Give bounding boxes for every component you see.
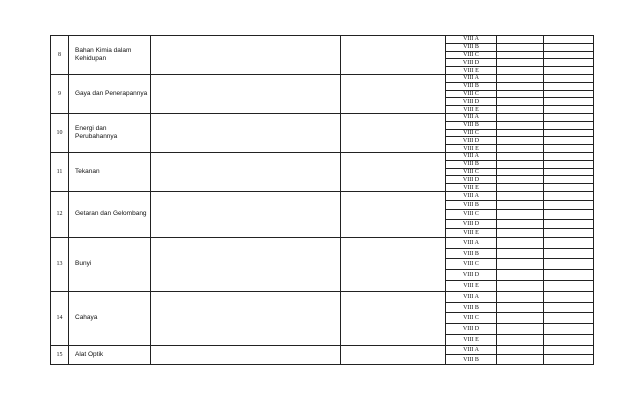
blank-cell xyxy=(544,74,594,82)
blank-cell xyxy=(497,355,544,365)
blank-cell xyxy=(544,176,594,184)
row-number: 10 xyxy=(51,113,69,152)
blank-cell xyxy=(497,345,544,355)
topic-cell: Bunyi xyxy=(69,237,151,291)
blank-cell xyxy=(544,324,594,335)
blank-cell xyxy=(544,259,594,270)
class-cell: VIII A xyxy=(446,237,497,248)
blank-cell xyxy=(497,176,544,184)
blank-cell xyxy=(497,74,544,82)
blank-cell xyxy=(544,90,594,98)
blank-cell xyxy=(544,129,594,137)
class-cell: VIII A xyxy=(446,191,497,200)
blank-cell xyxy=(544,345,594,355)
class-cell: VIII E xyxy=(446,145,497,153)
blank-cell xyxy=(497,145,544,153)
blank-cell xyxy=(341,36,446,75)
blank-cell xyxy=(497,335,544,346)
blank-cell xyxy=(497,160,544,168)
blank-cell xyxy=(544,121,594,129)
table-row xyxy=(51,237,594,248)
blank-cell xyxy=(544,168,594,176)
blank-cell xyxy=(497,152,544,160)
blank-cell xyxy=(497,302,544,313)
class-cell: VIII C xyxy=(446,168,497,176)
row-number: 8 xyxy=(51,36,69,75)
class-cell: VIII E xyxy=(446,106,497,114)
table-row xyxy=(51,345,594,355)
class-cell: VIII C xyxy=(446,51,497,59)
blank-cell xyxy=(497,67,544,75)
class-cell: VIII A xyxy=(446,345,497,355)
table-row xyxy=(51,291,594,302)
blank-cell xyxy=(544,313,594,324)
blank-cell xyxy=(497,201,544,210)
blank-cell xyxy=(151,291,341,345)
row-number: 9 xyxy=(51,74,69,113)
class-cell: VIII E xyxy=(446,67,497,75)
class-cell: VIII E xyxy=(446,184,497,192)
blank-cell xyxy=(497,106,544,114)
blank-cell xyxy=(497,259,544,270)
blank-cell xyxy=(151,74,341,113)
blank-cell xyxy=(544,51,594,59)
blank-cell xyxy=(497,168,544,176)
table-row xyxy=(51,113,594,121)
blank-cell xyxy=(497,281,544,292)
class-cell: VIII B xyxy=(446,248,497,259)
blank-cell xyxy=(497,129,544,137)
class-cell: VIII A xyxy=(446,291,497,302)
blank-cell xyxy=(497,291,544,302)
blank-cell xyxy=(544,281,594,292)
blank-cell xyxy=(544,191,594,200)
blank-cell xyxy=(497,43,544,51)
blank-cell xyxy=(544,228,594,237)
blank-cell xyxy=(341,152,446,191)
blank-cell xyxy=(151,345,341,364)
blank-cell xyxy=(341,291,446,345)
class-cell: VIII D xyxy=(446,98,497,106)
blank-cell xyxy=(544,184,594,192)
topic-cell: Alat Optik xyxy=(69,345,151,364)
table-row xyxy=(51,152,594,160)
class-cell: VIII B xyxy=(446,201,497,210)
class-cell: VIII D xyxy=(446,176,497,184)
blank-cell xyxy=(497,98,544,106)
blank-cell xyxy=(497,184,544,192)
blank-cell xyxy=(544,270,594,281)
row-number: 12 xyxy=(51,191,69,237)
blank-cell xyxy=(544,36,594,44)
class-cell: VIII D xyxy=(446,137,497,145)
blank-cell xyxy=(341,113,446,152)
blank-cell xyxy=(151,237,341,291)
blank-cell xyxy=(544,113,594,121)
blank-cell xyxy=(544,248,594,259)
topic-cell: Bahan Kimia dalam Kehidupan xyxy=(69,36,151,75)
blank-cell xyxy=(497,113,544,121)
class-cell: VIII A xyxy=(446,113,497,121)
class-cell: VIII C xyxy=(446,129,497,137)
topic-cell: Getaran dan Gelombang xyxy=(69,191,151,237)
blank-cell xyxy=(497,324,544,335)
class-cell: VIII B xyxy=(446,355,497,365)
row-number: 11 xyxy=(51,152,69,191)
class-cell: VIII D xyxy=(446,270,497,281)
blank-cell xyxy=(544,67,594,75)
topic-cell: Tekanan xyxy=(69,152,151,191)
blank-cell xyxy=(497,51,544,59)
class-cell: VIII D xyxy=(446,324,497,335)
class-cell: VIII A xyxy=(446,152,497,160)
table-row xyxy=(51,191,594,200)
blank-cell xyxy=(544,201,594,210)
class-cell: VIII D xyxy=(446,59,497,67)
class-cell: VIII C xyxy=(446,313,497,324)
blank-cell xyxy=(497,228,544,237)
schedule-table xyxy=(50,35,594,365)
topic-cell: Gaya dan Penerapannya xyxy=(69,74,151,113)
class-cell: VIII C xyxy=(446,210,497,219)
blank-cell xyxy=(544,82,594,90)
blank-cell xyxy=(497,59,544,67)
class-cell: VIII B xyxy=(446,43,497,51)
class-cell: VIII C xyxy=(446,90,497,98)
table-row xyxy=(51,36,594,44)
blank-cell xyxy=(544,219,594,228)
blank-cell xyxy=(497,210,544,219)
class-cell: VIII B xyxy=(446,302,497,313)
blank-cell xyxy=(544,355,594,365)
blank-cell xyxy=(544,59,594,67)
class-cell: VIII C xyxy=(446,259,497,270)
class-cell: VIII E xyxy=(446,228,497,237)
table-body xyxy=(51,36,594,365)
blank-cell xyxy=(544,106,594,114)
blank-cell xyxy=(497,82,544,90)
blank-cell xyxy=(544,210,594,219)
blank-cell xyxy=(497,36,544,44)
blank-cell xyxy=(341,237,446,291)
blank-cell xyxy=(497,137,544,145)
class-cell: VIII E xyxy=(446,281,497,292)
blank-cell xyxy=(497,90,544,98)
blank-cell xyxy=(544,335,594,346)
class-cell: VIII B xyxy=(446,160,497,168)
blank-cell xyxy=(544,160,594,168)
blank-cell xyxy=(151,152,341,191)
blank-cell xyxy=(544,291,594,302)
blank-cell xyxy=(497,191,544,200)
topic-cell: Cahaya xyxy=(69,291,151,345)
class-cell: VIII E xyxy=(446,335,497,346)
blank-cell xyxy=(544,302,594,313)
blank-cell xyxy=(341,191,446,237)
blank-cell xyxy=(544,98,594,106)
blank-cell xyxy=(497,313,544,324)
blank-cell xyxy=(544,237,594,248)
blank-cell xyxy=(341,74,446,113)
blank-cell xyxy=(544,43,594,51)
class-cell: VIII B xyxy=(446,82,497,90)
table-row xyxy=(51,74,594,82)
class-cell: VIII A xyxy=(446,74,497,82)
blank-cell xyxy=(497,270,544,281)
class-cell: VIII A xyxy=(446,36,497,44)
row-number: 13 xyxy=(51,237,69,291)
row-number: 15 xyxy=(51,345,69,364)
row-number: 14 xyxy=(51,291,69,345)
class-cell: VIII D xyxy=(446,219,497,228)
blank-cell xyxy=(341,345,446,364)
topic-cell: Energi dan Perubahannya xyxy=(69,113,151,152)
blank-cell xyxy=(497,121,544,129)
blank-cell xyxy=(151,36,341,75)
blank-cell xyxy=(151,191,341,237)
blank-cell xyxy=(544,137,594,145)
class-cell: VIII B xyxy=(446,121,497,129)
blank-cell xyxy=(544,152,594,160)
blank-cell xyxy=(151,113,341,152)
blank-cell xyxy=(497,219,544,228)
blank-cell xyxy=(497,248,544,259)
blank-cell xyxy=(497,237,544,248)
blank-cell xyxy=(544,145,594,153)
